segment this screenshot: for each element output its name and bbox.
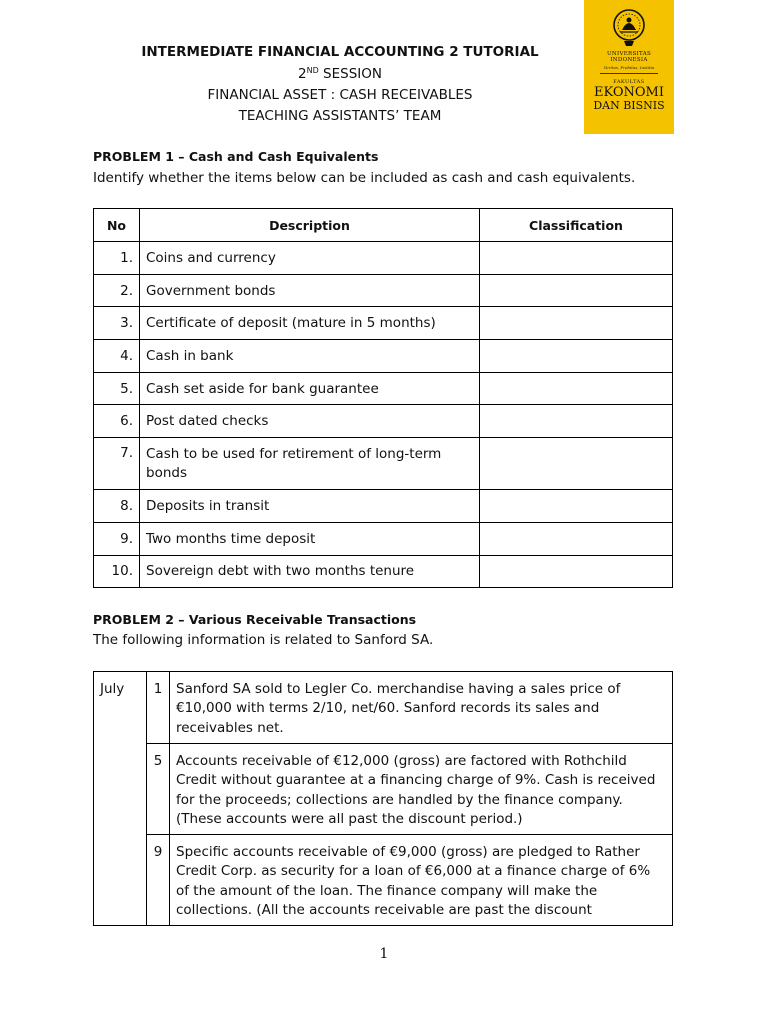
transaction-text: Accounts receivable of €12,000 (gross) are factored with Rothchild Credit without guarantee at a financing charge of 9%. Cash is received for the proceeds; collections are handled by the finance company. (These accounts were all past the discount period.): [170, 744, 673, 835]
row-number: 6.: [94, 405, 140, 438]
row-number: 1.: [94, 242, 140, 275]
problem2-intro: The following information is related to Sanford SA.: [93, 632, 434, 648]
row-description: Coins and currency: [140, 242, 480, 275]
month-cell: [94, 744, 147, 835]
row-number: 8.: [94, 490, 140, 523]
topic-line: FINANCIAL ASSET : CASH RECEIVABLES: [207, 87, 473, 103]
table-row: [94, 744, 673, 835]
row-number: 10.: [94, 555, 140, 588]
table-row: [94, 438, 673, 490]
row-description: Certificate of deposit (mature in 5 months): [140, 307, 480, 340]
table-row: [94, 405, 673, 438]
row-description: Cash in bank: [140, 340, 480, 373]
logo-university: UNIVERSITAS INDONESIA: [606, 51, 652, 63]
column-header-description: Description: [140, 209, 480, 242]
problem1-title: PROBLEM 1 – Cash and Cash Equivalents: [93, 149, 379, 164]
row-description: Two months time deposit: [140, 522, 480, 555]
classification-cell[interactable]: [480, 555, 673, 588]
day-cell: 1: [147, 672, 170, 744]
transactions-table: [93, 671, 673, 926]
table-row: [94, 242, 673, 275]
table-row: [94, 372, 673, 405]
logo-faculty-label: FAKULTAS: [613, 79, 645, 85]
day-cell: 5: [147, 744, 170, 835]
table-row: [94, 672, 673, 744]
table-row: [94, 274, 673, 307]
problem2-title: PROBLEM 2 – Various Receivable Transactions: [93, 612, 417, 627]
problem1-instruction: Identify whether the items below can be included as cash and cash equivalents.: [93, 170, 636, 186]
row-number: 3.: [94, 307, 140, 340]
row-number: 4.: [94, 340, 140, 373]
column-header-no: No: [94, 209, 140, 242]
table-row: [94, 522, 673, 555]
logo-motto: Veritas, Probitas, Iustitia: [603, 65, 655, 70]
classification-cell[interactable]: [480, 438, 673, 490]
transaction-text: Specific accounts receivable of €9,000 (gross) are pledged to Rather Credit Corp. as security for a loan of €6,000 at a finance charge of 6% of the amount of the loan. The finance company will make the collections. (All the accounts receivable are past the discount: [170, 835, 673, 926]
classification-cell[interactable]: [480, 242, 673, 275]
classification-cell[interactable]: [480, 405, 673, 438]
classification-cell[interactable]: [480, 307, 673, 340]
row-description: Cash to be used for retirement of long-term bonds: [140, 438, 480, 490]
month-cell: July: [94, 672, 147, 744]
logo-faculty-name-1: EKONOMI: [594, 85, 664, 100]
classification-cell[interactable]: [480, 274, 673, 307]
row-description: Deposits in transit: [140, 490, 480, 523]
row-number: 7.: [94, 438, 140, 490]
day-cell: 9: [147, 835, 170, 926]
session-line: 2ND SESSION: [298, 66, 382, 82]
table-row: [94, 307, 673, 340]
page-number: 1: [379, 946, 389, 962]
logo-faculty-name-2: DAN BISNIS: [593, 99, 665, 112]
column-header-classification: Classification: [480, 209, 673, 242]
row-number: 5.: [94, 372, 140, 405]
table-row: [94, 490, 673, 523]
row-description: Government bonds: [140, 274, 480, 307]
row-description: Sovereign debt with two months tenure: [140, 555, 480, 588]
classification-cell[interactable]: [480, 522, 673, 555]
table-row: [94, 835, 673, 926]
document-title: INTERMEDIATE FINANCIAL ACCOUNTING 2 TUTORIAL: [141, 44, 539, 60]
classification-cell[interactable]: [480, 372, 673, 405]
table-row: [94, 340, 673, 373]
month-cell: [94, 835, 147, 926]
row-number: 9.: [94, 522, 140, 555]
classification-cell[interactable]: [480, 340, 673, 373]
table-row: [94, 555, 673, 588]
transaction-text: Sanford SA sold to Legler Co. merchandise having a sales price of €10,000 with terms 2/10, net/60. Sanford records its sales and receivables net.: [170, 672, 673, 744]
row-description: Cash set aside for bank guarantee: [140, 372, 480, 405]
classification-cell[interactable]: [480, 490, 673, 523]
row-description: Post dated checks: [140, 405, 480, 438]
team-line: TEACHING ASSISTANTS’ TEAM: [238, 108, 442, 124]
university-emblem-icon: [612, 8, 646, 48]
cash-classification-table: [93, 208, 673, 588]
row-number: 2.: [94, 274, 140, 307]
